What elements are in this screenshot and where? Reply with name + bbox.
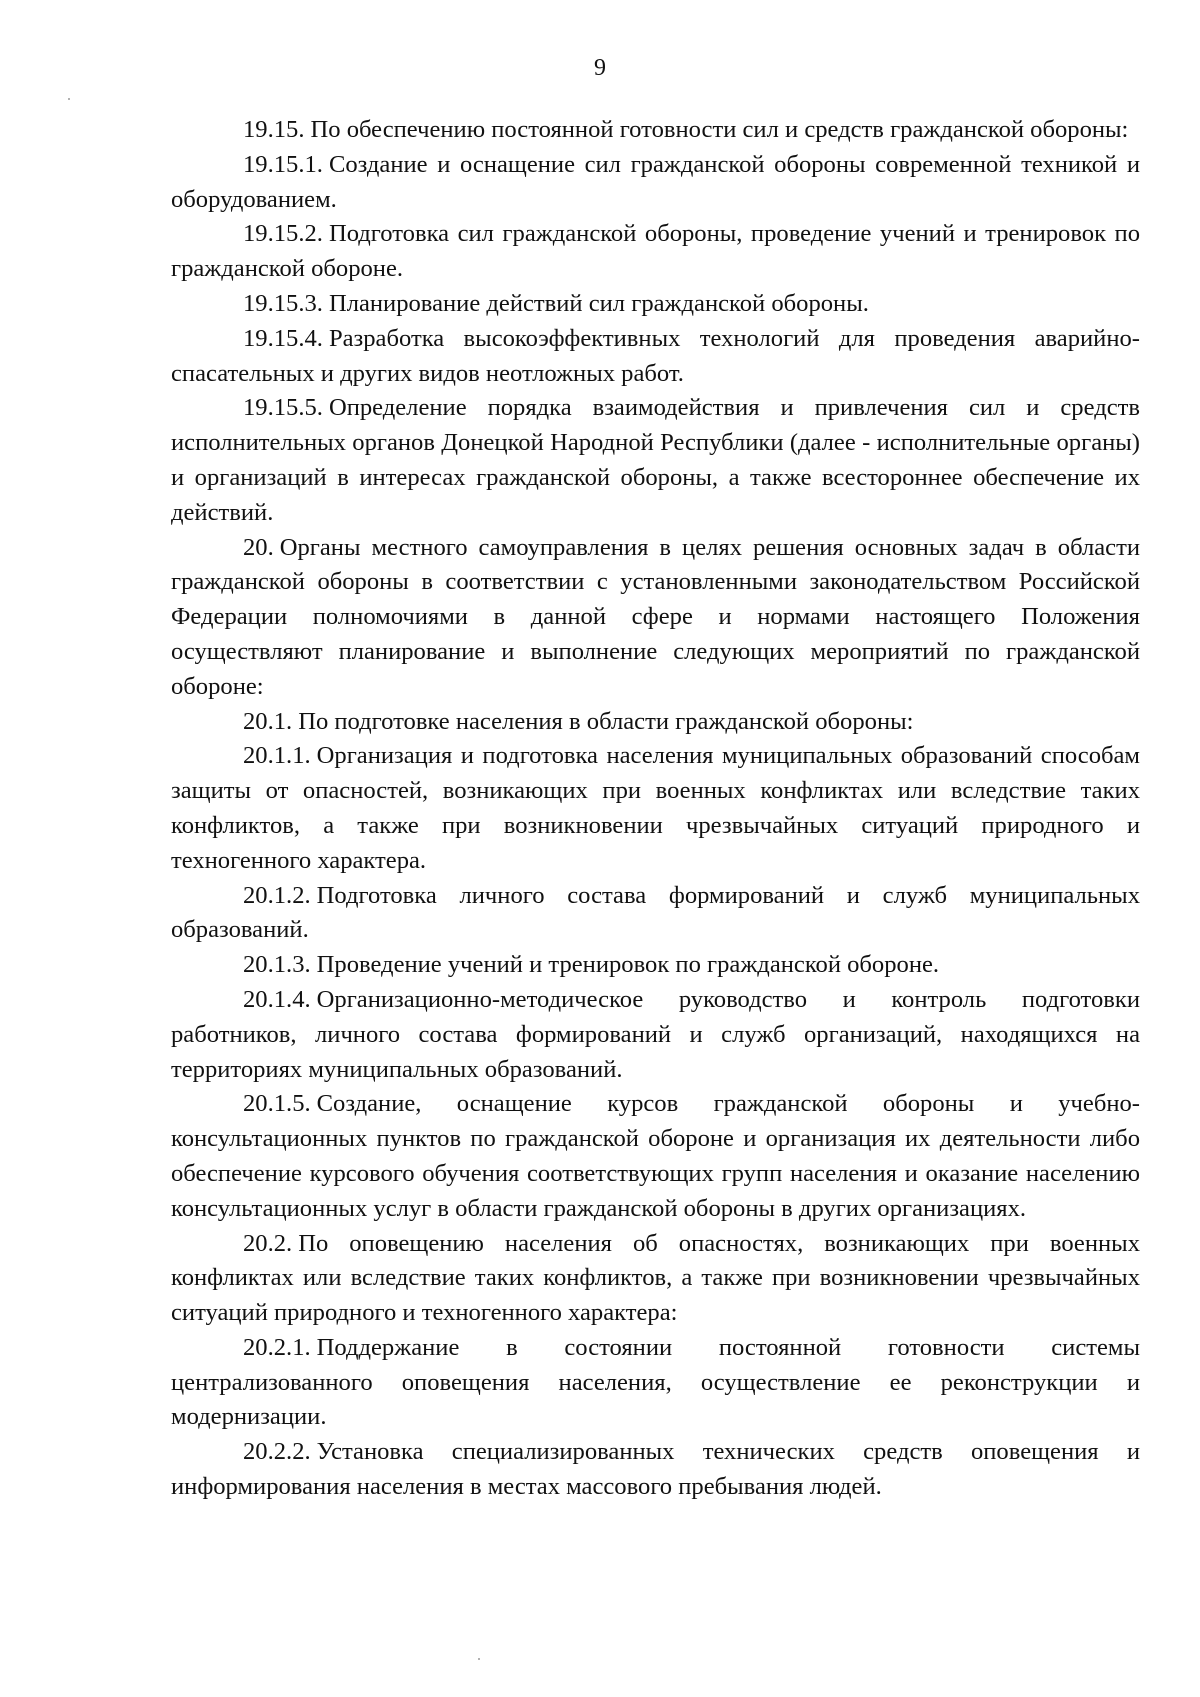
- paragraph: [171, 148, 1140, 218]
- paragraph-text: По обеспечению постоянной готовности сил и средств гражданской обороны:: [310, 116, 1129, 143]
- paragraph: [171, 217, 1140, 287]
- paragraph-number: 20.: [243, 533, 274, 561]
- paragraph-number: 19.15.3.: [243, 289, 323, 317]
- paragraph-text: Создание и оснащение сил гражданской обороны современной техникой и оборудованием.: [171, 150, 1140, 213]
- paragraph-text: Поддержание в состоянии постоянной готовности системы централизованного оповещения населения, осуществление ее реконструкции и модернизации.: [171, 1333, 1140, 1431]
- paragraph-number: 20.1.5.: [243, 1090, 311, 1118]
- paragraph: [171, 983, 1140, 1087]
- paragraph-text: Организационно-методическое руководство и контроль подготовки работников, личного состава формирований и служб организаций, находящихся на территориях муниципальных образований.: [171, 985, 1140, 1083]
- paragraph-text: Подготовка личного состава формирований и служб муниципальных образований.: [171, 881, 1140, 944]
- paragraph: [171, 1435, 1140, 1505]
- paragraph-number: 20.1.1.: [243, 742, 311, 770]
- paragraph-number: 19.15.1.: [243, 150, 323, 178]
- paragraph: [171, 879, 1140, 949]
- paragraph-number: 19.15.4.: [243, 324, 323, 352]
- body-text: [171, 113, 1140, 1505]
- paragraph-text: Проведение учений и тренировок по гражданской обороне.: [316, 951, 940, 979]
- paragraph-number: 20.2.1.: [243, 1333, 311, 1361]
- paragraph: [171, 391, 1140, 530]
- paragraph-number: 19.15.: [243, 116, 305, 143]
- paragraph: [171, 322, 1140, 392]
- paragraph: [171, 948, 1140, 983]
- paragraph: [171, 1087, 1140, 1226]
- paragraph-number: 20.1.2.: [243, 881, 311, 909]
- paragraph-number: 20.2.: [243, 1229, 293, 1257]
- paragraph-text: Планирование действий сил гражданской обороны.: [328, 289, 869, 317]
- paragraph: [171, 1227, 1140, 1331]
- paragraph-number: 19.15.5.: [243, 394, 323, 422]
- paragraph-text: Создание, оснащение курсов гражданской обороны и учебно-консультационных пунктов по гражданской обороне и организация их деятельности либо обеспечение курсового обучения соответствующих групп населения и оказание населению консультационных услуг в области гражданской обороны в других организациях.: [171, 1090, 1140, 1222]
- paragraph-text: По оповещению населения об опасностях, возникающих при военных конфликтах или вследствие таких конфликтов, а также при возникновении чрезвычайных ситуаций природного и техногенного характера:: [171, 1229, 1140, 1327]
- paragraph-text: Органы местного самоуправления в целях решения основных задач в области гражданской обороны в соответствии с установленными законодательством Российской Федерации полномочиями в данной сфере и нормами настоящего Положения осуществляют планирование и выполнение следующих мероприятий по гражданской обороне:: [171, 533, 1140, 700]
- paragraph-number: 20.1.4.: [243, 985, 311, 1013]
- paragraph-number: 19.15.2.: [243, 220, 323, 248]
- page-number: 9: [594, 55, 606, 81]
- paragraph: [171, 113, 1140, 148]
- paragraph-text: Организация и подготовка населения муниципальных образований способам защиты от опасностей, возникающих при военных конфликтах или вследствие таких конфликтов, а также при возникновении чрезвычайных ситуаций природного и техногенного характера.: [171, 742, 1140, 874]
- paragraph: [171, 1331, 1140, 1435]
- scan-speck: [478, 1658, 480, 1660]
- paragraph-text: Подготовка сил гражданской обороны, проведение учений и тренировок по гражданской обороне.: [171, 220, 1140, 283]
- paragraph-number: 20.2.2.: [243, 1438, 311, 1466]
- paragraph-text: Установка специализированных технических средств оповещения и информирования населения в местах массового пребывания людей.: [171, 1438, 1140, 1501]
- paragraph-number: 20.1.3.: [243, 951, 311, 979]
- paragraph-number: 20.1.: [243, 707, 293, 735]
- scan-speck: [68, 98, 70, 100]
- paragraph-text: По подготовке населения в области гражданской обороны:: [298, 707, 914, 735]
- paragraph-text: Разработка высокоэффективных технологий для проведения аварийно-спасательных и других видов неотложных работ.: [171, 324, 1140, 387]
- paragraph-text: Определение порядка взаимодействия и привлечения сил и средств исполнительных органов Донецкой Народной Республики (далее - исполнительные органы) и организаций в интересах гражданской обороны, а также всестороннее обеспечение их действий.: [171, 394, 1140, 526]
- paragraph: [171, 287, 1140, 322]
- paragraph: [171, 739, 1140, 878]
- paragraph: [171, 705, 1140, 740]
- paragraph: [171, 531, 1140, 705]
